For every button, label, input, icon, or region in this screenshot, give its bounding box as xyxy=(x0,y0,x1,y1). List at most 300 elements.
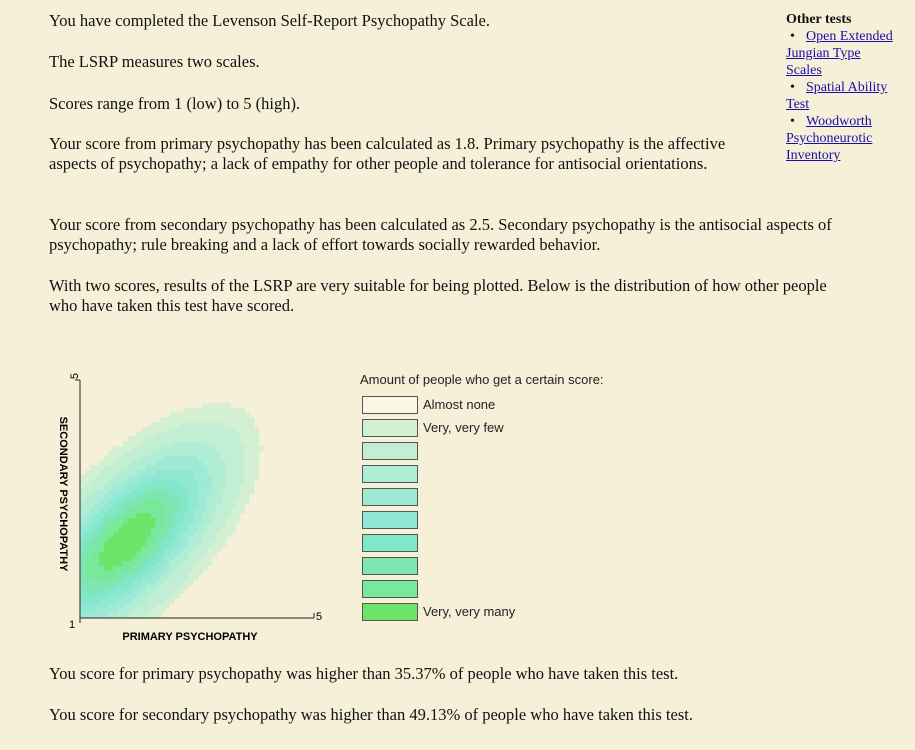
heatmap-cell xyxy=(207,494,212,499)
heatmap-cell xyxy=(156,494,161,499)
legend-swatch xyxy=(362,465,418,483)
heatmap-cell xyxy=(165,556,170,561)
heatmap-cell xyxy=(141,503,146,508)
heatmap-cell xyxy=(249,418,254,423)
heatmap-cell xyxy=(156,556,161,561)
heatmap-cell xyxy=(193,532,198,537)
heatmap-cell xyxy=(137,503,142,508)
heatmap-cell xyxy=(118,508,123,513)
heatmap-cell xyxy=(226,465,231,470)
heatmap-cell xyxy=(113,527,118,532)
heatmap-cell xyxy=(85,603,90,608)
heatmap-cell xyxy=(99,594,104,599)
heatmap-cell xyxy=(212,408,217,413)
heatmap-cell xyxy=(240,484,245,489)
heatmap-cell xyxy=(85,541,90,546)
heatmap-cell xyxy=(113,556,118,561)
heatmap-cell xyxy=(113,598,118,603)
heatmap-cell xyxy=(198,503,203,508)
heatmap-cell xyxy=(146,484,151,489)
heatmap-cell xyxy=(151,598,156,603)
heatmap-cell xyxy=(156,579,161,584)
heatmap-cell xyxy=(202,513,207,518)
heatmap-cell xyxy=(141,479,146,484)
primary-score-text: Your score from primary psychopathy has been calculated as 1.8. Primary psychopathy is the affective aspects of psychopathy; a lack of empathy for other people and tolerance for antisocial orientations. xyxy=(49,134,726,173)
heatmap-cell xyxy=(216,498,221,503)
heatmap-cell xyxy=(156,446,161,451)
heatmap-cell xyxy=(174,541,179,546)
heatmap-cell xyxy=(193,418,198,423)
heatmap-cell xyxy=(240,503,245,508)
heatmap-cell xyxy=(156,594,161,599)
heatmap-cell xyxy=(104,498,109,503)
heatmap-cell xyxy=(170,494,175,499)
heatmap-cell xyxy=(123,522,128,527)
heatmap-cell xyxy=(137,527,142,532)
heatmap-cell xyxy=(132,589,137,594)
heatmap-cell xyxy=(198,565,203,570)
heatmap-cell xyxy=(193,556,198,561)
heatmap-cell xyxy=(179,494,184,499)
heatmap-cell xyxy=(216,460,221,465)
heatmap-cell xyxy=(212,475,217,480)
heatmap-cell xyxy=(85,489,90,494)
heatmap-cell xyxy=(118,513,123,518)
heatmap-cell xyxy=(198,489,203,494)
heatmap-cell xyxy=(146,589,151,594)
heatmap-cell xyxy=(193,551,198,556)
heatmap-cell xyxy=(99,546,104,551)
heatmap-cell xyxy=(132,613,137,618)
heatmap-cell xyxy=(123,584,128,589)
heatmap-cell xyxy=(230,527,235,532)
heatmap-cell xyxy=(113,613,118,618)
heatmap-cell xyxy=(127,484,132,489)
heatmap-cell xyxy=(123,498,128,503)
heatmap-cell xyxy=(160,451,165,456)
heatmap-cell xyxy=(174,556,179,561)
heatmap-cell xyxy=(230,517,235,522)
heatmap-cell xyxy=(202,408,207,413)
heatmap-cell xyxy=(141,603,146,608)
heatmap-cell xyxy=(85,503,90,508)
heatmap-cell xyxy=(184,565,189,570)
heatmap-cell xyxy=(85,494,90,499)
heatmap-cell xyxy=(90,579,95,584)
heatmap-cell xyxy=(170,422,175,427)
heatmap-cell xyxy=(249,432,254,437)
heatmap-cell xyxy=(230,413,235,418)
heatmap-cell xyxy=(132,498,137,503)
heatmap-cell xyxy=(95,551,100,556)
heatmap-cell xyxy=(216,456,221,461)
heatmap-cell xyxy=(235,498,240,503)
heatmap-cell xyxy=(137,556,142,561)
heatmap-cell xyxy=(90,513,95,518)
heatmap-cell xyxy=(160,517,165,522)
heatmap-cell xyxy=(179,475,184,480)
heatmap-cell xyxy=(104,556,109,561)
heatmap-cell xyxy=(179,551,184,556)
heatmap-cell xyxy=(156,522,161,527)
heatmap-cell xyxy=(207,479,212,484)
heatmap-cell xyxy=(188,579,193,584)
heatmap-cell xyxy=(137,441,142,446)
heatmap-cell xyxy=(127,613,132,618)
heatmap-cell xyxy=(127,479,132,484)
heatmap-cell xyxy=(230,451,235,456)
heatmap-cell xyxy=(137,489,142,494)
heatmap-cell xyxy=(123,479,128,484)
sidebar-item xyxy=(786,28,896,79)
heatmap-cell xyxy=(212,508,217,513)
heatmap-cell xyxy=(174,551,179,556)
heatmap-cell xyxy=(118,460,123,465)
heatmap-cell xyxy=(165,489,170,494)
heatmap-cell xyxy=(170,537,175,542)
heatmap-cell xyxy=(137,532,142,537)
heatmap-cell xyxy=(198,498,203,503)
heatmap-cell xyxy=(198,551,203,556)
heatmap-cell xyxy=(240,427,245,432)
heatmap-cell xyxy=(254,437,259,442)
heatmap-cell xyxy=(207,437,212,442)
heatmap-cell xyxy=(127,589,132,594)
heatmap-cell xyxy=(207,513,212,518)
heatmap-cell xyxy=(99,537,104,542)
heatmap-cell xyxy=(85,498,90,503)
heatmap-cell xyxy=(146,570,151,575)
heatmap-cell xyxy=(184,556,189,561)
heatmap-cell xyxy=(109,613,114,618)
heatmap-cell xyxy=(235,441,240,446)
heatmap-cell xyxy=(184,508,189,513)
heatmap-cell xyxy=(193,460,198,465)
heatmap-cell xyxy=(123,608,128,613)
heatmap-cell xyxy=(202,422,207,427)
heatmap-cell xyxy=(137,437,142,442)
heatmap-cell xyxy=(202,432,207,437)
heatmap-cell xyxy=(104,589,109,594)
heatmap-cell xyxy=(99,522,104,527)
heatmap-cell xyxy=(81,508,86,513)
heatmap-cell xyxy=(132,579,137,584)
heatmap-cell xyxy=(118,546,123,551)
heatmap-cell xyxy=(113,546,118,551)
heatmap-cell xyxy=(216,432,221,437)
sidebar-item xyxy=(786,113,896,164)
heatmap-cell xyxy=(146,498,151,503)
heatmap-cell xyxy=(170,532,175,537)
sidebar-title: Other tests xyxy=(786,12,852,27)
heatmap-cell xyxy=(160,508,165,513)
heatmap-cell xyxy=(156,589,161,594)
heatmap-cell xyxy=(146,437,151,442)
heatmap-cell xyxy=(160,570,165,575)
heatmap-cell xyxy=(118,532,123,537)
heatmap-cell xyxy=(193,575,198,580)
heatmap-cell xyxy=(123,546,128,551)
heatmap-cell xyxy=(221,470,226,475)
heatmap-cell xyxy=(188,408,193,413)
heatmap-cell xyxy=(179,517,184,522)
heatmap-cell xyxy=(132,456,137,461)
heatmap-cell xyxy=(160,503,165,508)
heatmap-cell xyxy=(244,465,249,470)
heatmap-cell xyxy=(174,527,179,532)
heatmap-cell xyxy=(188,427,193,432)
heatmap-cell xyxy=(216,441,221,446)
heatmap-cell xyxy=(202,494,207,499)
heatmap-cell xyxy=(235,422,240,427)
heatmap-cell xyxy=(230,422,235,427)
heatmap-cell xyxy=(226,498,231,503)
heatmap-cell xyxy=(179,503,184,508)
heatmap-cell xyxy=(81,560,86,565)
heatmap-cell xyxy=(170,556,175,561)
heatmap-cell xyxy=(95,594,100,599)
heatmap-cell xyxy=(127,446,132,451)
heatmap-cell xyxy=(151,532,156,537)
heatmap-cell xyxy=(226,441,231,446)
heatmap-cell xyxy=(174,537,179,542)
heatmap-cell xyxy=(174,465,179,470)
heatmap-cell xyxy=(99,565,104,570)
heatmap-cell xyxy=(99,475,104,480)
heatmap-cell xyxy=(160,513,165,518)
heatmap-cell xyxy=(123,484,128,489)
heatmap-cell xyxy=(99,575,104,580)
heatmap-cell xyxy=(212,517,217,522)
heatmap-cell xyxy=(104,522,109,527)
heatmap-cell xyxy=(254,460,259,465)
heatmap-cell xyxy=(113,594,118,599)
heatmap-cell xyxy=(104,603,109,608)
heatmap-cell xyxy=(151,579,156,584)
heatmap-cell xyxy=(160,422,165,427)
heatmap-cell xyxy=(235,408,240,413)
heatmap-cell xyxy=(141,489,146,494)
heatmap-cell xyxy=(156,465,161,470)
heatmap-cell xyxy=(146,432,151,437)
heatmap-cell xyxy=(132,470,137,475)
heatmap-cell xyxy=(188,432,193,437)
heatmap-cell xyxy=(146,579,151,584)
heatmap-cell xyxy=(104,465,109,470)
heatmap-cell xyxy=(132,527,137,532)
heatmap-cell xyxy=(118,589,123,594)
heatmap-cell xyxy=(226,513,231,518)
heatmap-cell xyxy=(258,446,263,451)
heatmap-cell xyxy=(207,537,212,542)
heatmap-cell xyxy=(221,494,226,499)
heatmap-cell xyxy=(202,560,207,565)
heatmap-cell xyxy=(137,575,142,580)
heatmap-cell xyxy=(184,475,189,480)
heatmap-cell xyxy=(137,498,142,503)
heatmap-cell xyxy=(249,446,254,451)
heatmap-cell xyxy=(179,427,184,432)
heatmap-cell xyxy=(170,427,175,432)
heatmap-cell xyxy=(221,508,226,513)
heatmap-cell xyxy=(123,460,128,465)
heatmap-cell xyxy=(132,584,137,589)
heatmap-cell xyxy=(193,527,198,532)
heatmap-cell xyxy=(249,437,254,442)
sidebar-item xyxy=(786,79,896,113)
heatmap-cell xyxy=(244,437,249,442)
heatmap-cell xyxy=(174,579,179,584)
heatmap-cell xyxy=(137,603,142,608)
heatmap-cell xyxy=(188,546,193,551)
heatmap-cell xyxy=(230,437,235,442)
heatmap-cell xyxy=(207,451,212,456)
heatmap-cell xyxy=(184,503,189,508)
heatmap-cell xyxy=(188,541,193,546)
heatmap-cell xyxy=(141,546,146,551)
heatmap-cell xyxy=(127,532,132,537)
heatmap-cell xyxy=(99,532,104,537)
heatmap-cell xyxy=(165,527,170,532)
heatmap-cell xyxy=(235,517,240,522)
heatmap-cell xyxy=(85,479,90,484)
heatmap-cell xyxy=(146,513,151,518)
heatmap-cell xyxy=(212,503,217,508)
heatmap-cell xyxy=(193,522,198,527)
heatmap-cell xyxy=(109,575,114,580)
heatmap-cell xyxy=(221,437,226,442)
heatmap-cell xyxy=(212,422,217,427)
heatmap-cell xyxy=(127,503,132,508)
heatmap-cell xyxy=(156,479,161,484)
heatmap-cell xyxy=(160,432,165,437)
heatmap-cell xyxy=(85,594,90,599)
heatmap-cell xyxy=(193,451,198,456)
heatmap-cell xyxy=(160,437,165,442)
heatmap-cell xyxy=(165,513,170,518)
heatmap-cell xyxy=(146,441,151,446)
heatmap-cell xyxy=(165,470,170,475)
heatmap-cell xyxy=(160,522,165,527)
heatmap-cell xyxy=(165,465,170,470)
bullet-icon: • xyxy=(790,114,795,129)
heatmap-cell xyxy=(132,608,137,613)
heatmap-cell xyxy=(141,537,146,542)
heatmap-cell xyxy=(184,489,189,494)
heatmap-cell xyxy=(202,465,207,470)
heatmap-cell xyxy=(90,489,95,494)
heatmap-cell xyxy=(235,427,240,432)
heatmap-cell xyxy=(104,598,109,603)
heatmap-cell xyxy=(216,437,221,442)
heatmap-cell xyxy=(90,584,95,589)
heatmap-cell xyxy=(132,532,137,537)
heatmap-cell xyxy=(137,479,142,484)
heatmap-cell xyxy=(174,479,179,484)
heatmap-cell xyxy=(179,451,184,456)
heatmap-cell xyxy=(118,537,123,542)
heatmap-cell xyxy=(95,570,100,575)
heatmap-cell xyxy=(207,418,212,423)
heatmap-cell xyxy=(179,546,184,551)
heatmap-cell xyxy=(99,503,104,508)
heatmap-cell xyxy=(170,451,175,456)
heatmap-cell xyxy=(174,494,179,499)
heatmap-cell xyxy=(165,546,170,551)
heatmap-cell xyxy=(165,427,170,432)
heatmap-cell xyxy=(127,498,132,503)
heatmap-cell xyxy=(156,575,161,580)
link-spatial-ability-test[interactable]: Spatial Ability Test xyxy=(786,80,888,112)
heatmap-cell xyxy=(202,441,207,446)
heatmap-cell xyxy=(212,427,217,432)
heatmap-cell xyxy=(212,498,217,503)
heatmap-cell xyxy=(226,446,231,451)
heatmap-cell xyxy=(254,470,259,475)
heatmap-cell xyxy=(221,537,226,542)
heatmap-cell xyxy=(146,537,151,542)
heatmap-cell xyxy=(202,508,207,513)
heatmap-cell xyxy=(170,527,175,532)
heatmap-cell xyxy=(104,541,109,546)
heatmap-cell xyxy=(202,532,207,537)
heatmap-cell xyxy=(193,546,198,551)
heatmap-cell xyxy=(123,475,128,480)
heatmap-cell xyxy=(202,437,207,442)
heatmap-cell xyxy=(179,522,184,527)
heatmap-cell xyxy=(109,556,114,561)
heatmap-cell xyxy=(188,413,193,418)
heatmap-cell xyxy=(174,560,179,565)
heatmap-cell xyxy=(170,456,175,461)
legend-label: Almost none xyxy=(423,397,496,412)
link-woodworth-psychoneurotic-inventory[interactable]: Woodworth Psychoneurotic Inventory xyxy=(786,114,873,163)
heatmap-cell xyxy=(198,470,203,475)
heatmap-cell xyxy=(127,565,132,570)
heatmap-cell xyxy=(165,460,170,465)
heatmap-cell xyxy=(104,479,109,484)
heatmap-cell xyxy=(160,494,165,499)
heatmap-cell xyxy=(109,560,114,565)
heatmap-cell xyxy=(240,418,245,423)
heatmap-cell xyxy=(184,579,189,584)
heatmap-cell xyxy=(216,494,221,499)
heatmap-cell xyxy=(151,508,156,513)
heatmap-cell xyxy=(235,413,240,418)
heatmap-cell xyxy=(113,479,118,484)
link-open-extended-jungian-type-scales[interactable]: Open Extended Jungian Type Scales xyxy=(786,29,893,78)
heatmap-cell xyxy=(160,556,165,561)
heatmap-cell xyxy=(160,470,165,475)
heatmap-cell xyxy=(104,546,109,551)
heatmap-cell xyxy=(127,508,132,513)
heatmap-cell xyxy=(193,422,198,427)
x-tick-label-min: 1 xyxy=(68,619,76,631)
heatmap-cell xyxy=(109,513,114,518)
heatmap-cell xyxy=(193,498,198,503)
heatmap-cell xyxy=(160,460,165,465)
heatmap-cell xyxy=(141,522,146,527)
heatmap-cell xyxy=(221,403,226,408)
heatmap-cell xyxy=(235,508,240,513)
heatmap-cell xyxy=(244,451,249,456)
heatmap-cell xyxy=(254,427,259,432)
heatmap-cell xyxy=(127,437,132,442)
heatmap-cell xyxy=(95,613,100,618)
heatmap-cell xyxy=(216,489,221,494)
heatmap-cell xyxy=(127,522,132,527)
heatmap-cell xyxy=(202,427,207,432)
